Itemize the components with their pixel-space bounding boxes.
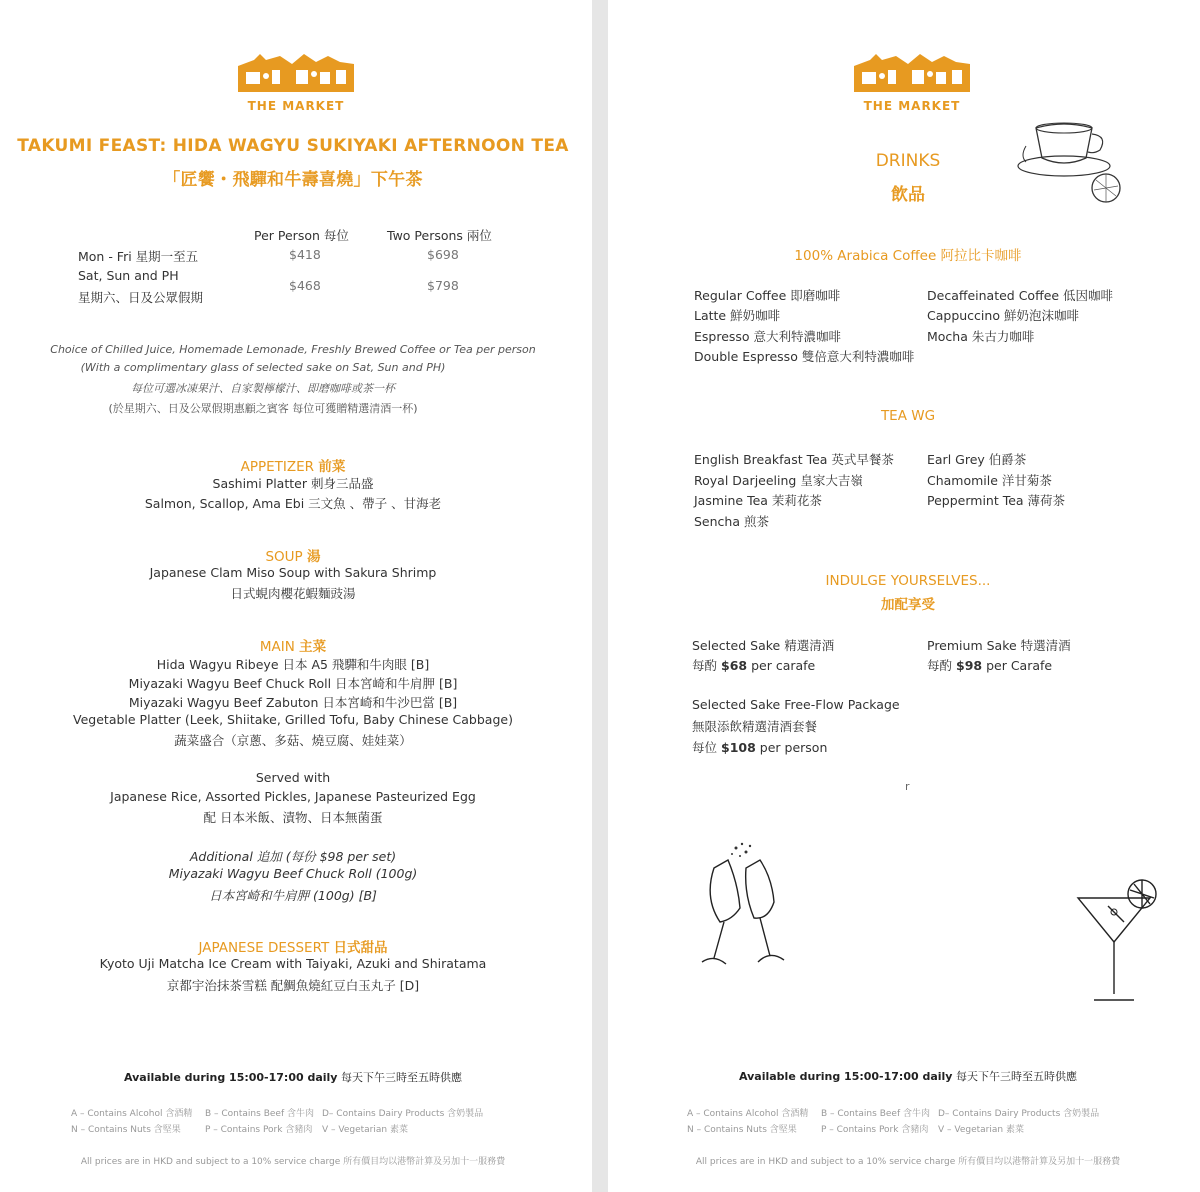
section-heading-coffee: 100% Arabica Coffee 阿拉比卡咖啡 <box>794 248 1022 264</box>
stray-mark: r <box>905 780 910 793</box>
price-note: All prices are in HKD and subject to a 10% service charge 所有價目均以港幣計算及另加十一服務費 <box>695 1157 1121 1167</box>
legend-item: P – Contains Pork 含豬肉 <box>821 1125 929 1135</box>
legend-item: A – Contains Alcohol 含酒精 <box>687 1109 809 1119</box>
sake-item-price: 每酌 $98 per Carafe <box>927 658 1053 673</box>
section-heading-tea: TEA WG <box>880 408 936 424</box>
section-heading-appetizer: APPETIZER 前菜 <box>240 459 346 475</box>
menu-line: 蔬菜盛合（京蔥、多菇、燒豆腐、娃娃菜） <box>174 733 412 748</box>
note-line: 每位可選冰凍果汁、自家製檸檬汁、即磨咖啡或茶一杯 <box>131 382 395 395</box>
legend-item: B – Contains Beef 含牛肉 <box>205 1109 314 1119</box>
price-row-label-zh: 星期六、日及公眾假期 <box>78 290 204 305</box>
drinks-title-zh: 飲品 <box>891 185 925 205</box>
drink-item: Jasmine Tea 茉莉花茶 <box>694 493 822 508</box>
cocktail-glass-icon <box>1072 876 1166 1006</box>
menu-line: Hida Wagyu Ribeye 日本 A5 飛驒和牛肉眼 [B] <box>156 657 430 672</box>
package-name-zh: 無限添飲精選清酒套餐 <box>692 719 818 734</box>
drink-item: Cappuccino 鮮奶泡沫咖啡 <box>927 308 1079 323</box>
legend-item: D– Contains Dairy Products 含奶製品 <box>322 1109 484 1119</box>
drink-item: Chamomile 洋甘菊茶 <box>927 473 1052 488</box>
section-heading-indulge: INDULGE YOURSELVES... <box>825 573 991 589</box>
menu-line: Japanese Rice, Assorted Pickles, Japanese Pasteurized Egg <box>110 789 476 804</box>
menu-line: 日本宮崎和牛肩胛 (100g) [B] <box>209 888 377 903</box>
legend-item: V – Vegetarian 素菜 <box>322 1125 408 1135</box>
price-value: $698 <box>427 247 459 262</box>
menu-line: 日式蜆肉櫻花蝦麵豉湯 <box>230 586 356 601</box>
note-line: (With a complimentary glass of selected sake on Sat, Sun and PH) <box>80 361 446 374</box>
price-row-label: Sat, Sun and PH <box>78 268 179 283</box>
col-header-two-persons: Two Persons 兩位 <box>387 228 492 243</box>
menu-line: Miyazaki Wagyu Beef Zabuton 日本宮崎和牛沙巴當 [B] <box>128 695 458 710</box>
price-note: All prices are in HKD and subject to a 10% service charge 所有價目均以港幣計算及另加十一服務費 <box>80 1157 506 1167</box>
price-value: $418 <box>289 247 321 262</box>
drink-item: Double Espresso 雙倍意大利特濃咖啡 <box>694 349 915 364</box>
menu-line: Salmon, Scallop, Ama Ebi 三文魚 、帶子 、甘海老 <box>144 496 442 511</box>
champagne-glasses-icon <box>684 838 796 980</box>
price-row-label: Mon - Fri 星期一至五 <box>78 249 199 264</box>
legend-item: A – Contains Alcohol 含酒精 <box>71 1109 193 1119</box>
drink-item: Latte 鮮奶咖啡 <box>694 308 781 323</box>
section-heading-dessert: JAPANESE DESSERT 日式甜品 <box>198 940 388 956</box>
drink-item: Decaffeinated Coffee 低因咖啡 <box>927 288 1114 303</box>
drink-item: Peppermint Tea 薄荷茶 <box>927 493 1066 508</box>
menu-line: Sashimi Platter 刺身三品盛 <box>212 476 374 491</box>
menu-line: Japanese Clam Miso Soup with Sakura Shrimp <box>149 565 437 580</box>
section-heading-soup: SOUP 湯 <box>265 549 321 565</box>
drink-item: Mocha 朱古力咖啡 <box>927 329 1035 344</box>
menu-line: 京都宇治抹茶雪糕 配鯛魚燒紅豆白玉丸子 [D] <box>166 978 420 993</box>
price-value: $798 <box>427 278 459 293</box>
menu-title-en: TAKUMI FEAST: HIDA WAGYU SUKIYAKI AFTERNOON TEA <box>17 136 569 156</box>
drinks-menu-page <box>608 0 1200 1192</box>
logo-text: THE MARKET <box>247 99 345 113</box>
drink-item: Sencha 煎茶 <box>694 514 769 529</box>
package-price: 每位 $108 per person <box>692 740 828 755</box>
legend-item: P – Contains Pork 含豬肉 <box>205 1125 313 1135</box>
package-name: Selected Sake Free-Flow Package <box>692 697 900 712</box>
drinks-title-en: DRINKS <box>875 151 941 171</box>
sake-item-name: Selected Sake 精選清酒 <box>692 638 835 653</box>
col-header-per-person: Per Person 每位 <box>254 228 349 243</box>
sake-item-price: 每酌 $68 per carafe <box>692 658 816 673</box>
menu-line: Miyazaki Wagyu Beef Chuck Roll 日本宮崎和牛肩胛 [B] <box>128 676 458 691</box>
legend-item: V – Vegetarian 素菜 <box>938 1125 1024 1135</box>
logo-text: THE MARKET <box>863 99 961 113</box>
legend-item: N – Contains Nuts 含堅果 <box>71 1125 181 1135</box>
menu-line: Kyoto Uji Matcha Ice Cream with Taiyaki, Azuki and Shiratama <box>99 956 487 971</box>
note-line: Choice of Chilled Juice, Homemade Lemonade, Freshly Brewed Coffee or Tea per person <box>50 343 536 356</box>
availability-note: Available during 15:00-17:00 daily 每天下午三時至五時供應 <box>124 1071 462 1084</box>
menu-line: 配 日本米飯、漬物、日本無菌蛋 <box>203 810 383 825</box>
legend-item: D– Contains Dairy Products 含奶製品 <box>938 1109 1100 1119</box>
drink-item: Regular Coffee 即磨咖啡 <box>694 288 841 303</box>
menu-line: Served with <box>255 770 331 785</box>
legend-item: B – Contains Beef 含牛肉 <box>821 1109 930 1119</box>
food-menu-page <box>0 0 592 1192</box>
section-heading-main: MAIN 主菜 <box>259 639 327 655</box>
section-heading-indulge-zh: 加配享受 <box>881 597 935 613</box>
sake-item-name: Premium Sake 特選清酒 <box>927 638 1071 653</box>
menu-line: Additional 追加 (每份 $98 per set) <box>189 849 397 864</box>
price-value: $468 <box>289 278 321 293</box>
note-line: (於星期六、日及公眾假期惠顧之賓客 每位可獲贈精選清酒一杯) <box>108 402 418 415</box>
drink-item: Earl Grey 伯爵茶 <box>927 452 1027 467</box>
menu-title-zh: 「匠饗・飛驒和牛壽喜燒」下午茶 <box>163 170 423 190</box>
drink-item: Espresso 意大利特濃咖啡 <box>694 329 842 344</box>
drink-item: Royal Darjeeling 皇家大吉嶺 <box>694 473 863 488</box>
availability-note: Available during 15:00-17:00 daily 每天下午三時至五時供應 <box>739 1070 1077 1083</box>
menu-line: Vegetable Platter (Leek, Shiitake, Grilled Tofu, Baby Chinese Cabbage) <box>73 712 513 727</box>
legend-item: N – Contains Nuts 含堅果 <box>687 1125 797 1135</box>
menu-line: Miyazaki Wagyu Beef Chuck Roll (100g) <box>168 866 418 881</box>
drink-item: English Breakfast Tea 英式早餐茶 <box>694 452 894 467</box>
